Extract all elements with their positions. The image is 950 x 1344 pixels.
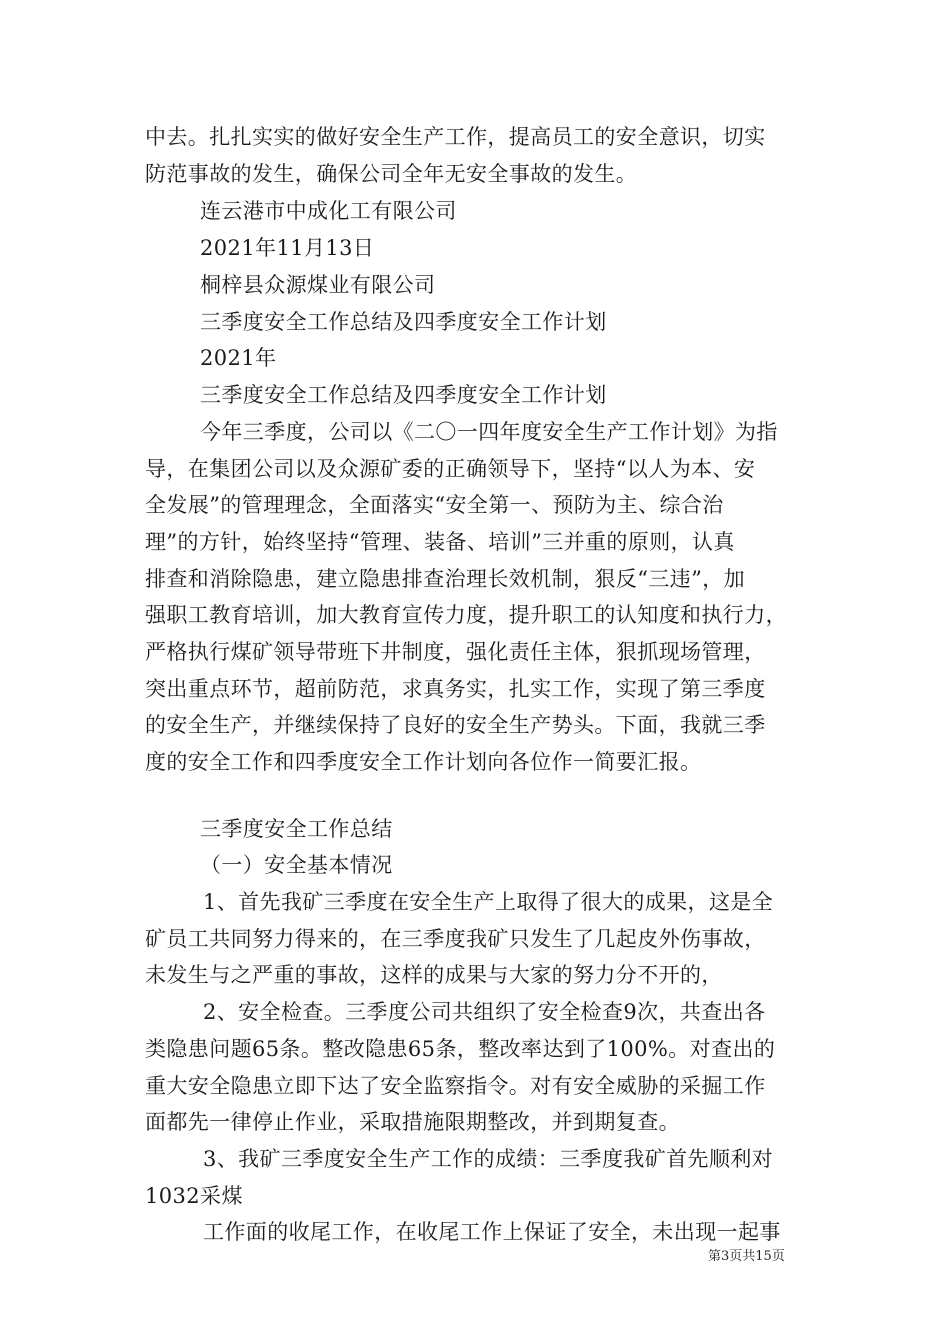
section-title: 三季度安全工作总结及四季度安全工作计划 [200,310,607,334]
company-name: 连云港市中成化工有限公司 [200,199,457,223]
body-line: 面都先一律停止作业，采取措施限期整改，并到期复查。 [145,1110,680,1134]
body-line: 1032采煤 [145,1184,243,1208]
date-line: 2021年11月13日 [200,236,375,260]
body-line: 防范事故的发生，确保公司全年无安全事故的发生。 [145,162,638,186]
body-line: 全发展”的管理理念，全面落实“安全第一、预防为主、综合治 [145,493,724,517]
body-line: 排查和消除隐患，建立隐患排查治理长效机制，狠反“三违”，加 [145,567,746,591]
body-line: 的安全生产，并继续保持了良好的安全生产势头。下面，我就三季 [145,713,766,737]
year-line: 2021年 [200,346,277,370]
body-line: 矿员工共同努力得来的，在三季度我矿只发生了几起皮外伤事故， [145,927,766,951]
body-line: 工作面的收尾工作，在收尾工作上保证了安全，未出现一起事 [203,1220,781,1244]
company-name: 桐梓县众源煤业有限公司 [200,273,436,297]
body-line: 2、安全检查。三季度公司共组织了安全检查9次，共查出各 [203,1000,766,1024]
section-title: 三季度安全工作总结及四季度安全工作计划 [200,383,607,407]
body-line: 未发生与之严重的事故，这样的成果与大家的努力分不开的， [145,963,723,987]
body-line: 类隐患问题65条。整改隐患65条，整改率达到了100%。对查出的 [145,1037,776,1061]
body-line: 重大安全隐患立即下达了安全监察指令。对有安全威胁的采掘工作 [145,1074,766,1098]
body-line: 1、首先我矿三季度在安全生产上取得了很大的成果，这是全 [203,890,774,914]
body-line: 强职工教育培训，加大教育宣传力度，提升职工的认知度和执行力， [145,603,787,627]
section-heading: 三季度安全工作总结 [200,817,393,841]
body-line: 中去。扎扎实实的做好安全生产工作，提高员工的安全意识，切实 [145,125,766,149]
body-line: 度的安全工作和四季度安全工作计划向各位作一简要汇报。 [145,750,702,774]
body-line: 突出重点环节，超前防范，求真务实，扎实工作，实现了第三季度 [145,677,766,701]
body-line: 导，在集团公司以及众源矿委的正确领导下，坚持“以人为本、安 [145,457,756,481]
subsection-heading: （一）安全基本情况 [200,853,393,877]
body-line: 3、我矿三季度安全生产工作的成绩：三季度我矿首先顺利对 [203,1147,774,1171]
body-line: 今年三季度，公司以《二〇一四年度安全生产工作计划》为指 [200,420,778,444]
page-number: 第3页共15页 [708,1249,785,1264]
body-line: 严格执行煤矿领导带班下井制度，强化责任主体，狠抓现场管理， [145,640,766,664]
body-line: 理”的方针，始终坚持“管理、装备、培训”三并重的原则，认真 [145,530,735,554]
